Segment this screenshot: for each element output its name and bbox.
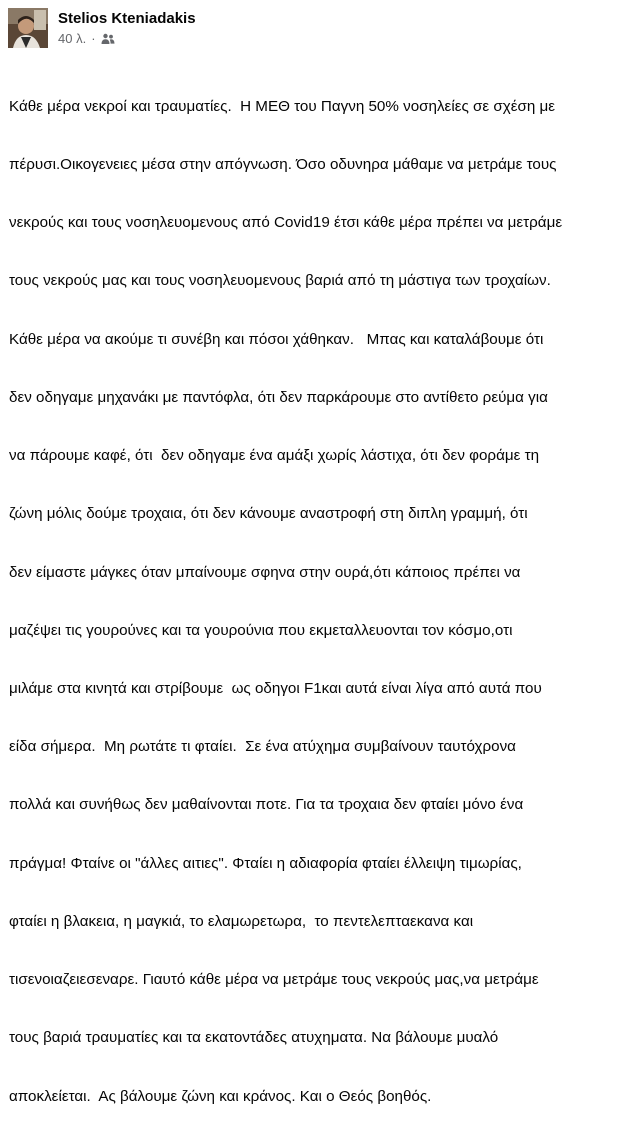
post-line: μαζέψει τις γουρούνες και τα γουρούνια που εκμεταλλευονται τον κόσμο,οτι	[9, 621, 513, 639]
meta-separator: ·	[91, 30, 96, 46]
post-line: φταίει η βλακεια, η μαγκιά, το ελαμωρετωρα, το πεντελεπταεκανα και	[9, 912, 474, 930]
post-line: μιλάμε στα κινητά και στρίβουμε ως οδηγοι F1και αυτά είναι λίγα από αυτά που	[9, 680, 542, 697]
post-line: Κάθε μέρα νεκροί και τραυματίες. Η ΜΕΘ του Παγνη 50% νοσηλείες σε σχέση με	[9, 97, 556, 115]
post-line: τους νεκρούς μας και τους νοσηλευομενους βαριά από τη μάστιγα των τροχαίων.	[9, 272, 551, 290]
post-line: δεν οδηγαμε μηχανάκι με παντόφλα, ότι δεν παρκάρουμε στο αντίθετο ρεύμα για	[9, 388, 548, 406]
friends-icon[interactable]	[101, 33, 115, 45]
post-line: να πάρουμε καφέ, ότι δεν οδηγαμε ένα αμάξι χωρίς λάστιχα, ότι δεν φοράμε τη	[9, 447, 540, 465]
post-header-text	[58, 9, 196, 48]
post-line: Κάθε μέρα να ακούμε τι συνέβη και πόσοι χάθηκαν. Μπας και καταλάβουμε ότι	[9, 330, 544, 348]
post-meta	[58, 30, 196, 48]
avatar-image	[8, 8, 48, 48]
post-line: νεκρούς και τους νοσηλευομενους από Covid19 έτσι κάθε μέρα πρέπει να μετράμε	[9, 214, 563, 232]
post-line: πράγμα! Φταίνε οι "άλλες αιτιες". Φταίει η αδιαφορία φταίει έλλειψη τιμωρίας,	[9, 854, 522, 872]
post-line: τισενοιαζειεσεναρε. Γιαυτό κάθε μέρα να μετράμε τους νεκρούς μας,να μετράμε	[9, 971, 539, 989]
post-line: δεν είμαστε μάγκες όταν μπαίνουμε σφηνα στην ουρά,ότι κάποιος πρέπει να	[9, 563, 521, 581]
post-line: είδα σήμερα. Μη ρωτάτε τι φταίει. Σε ένα ατύχημα συμβαίνουν ταυτόχρονα	[9, 738, 516, 756]
post-line: πέρυσι.Οικογενειες μέσα στην απόγνωση. Όσο οδυνηρα μάθαμε να μετράμε τους	[9, 156, 557, 174]
post-line: πολλά και συνήθως δεν μαθαίνονται ποτε. Για τα τροχαια δεν φταίει μόνο ένα	[9, 796, 524, 814]
post-line: τους βαριά τραυματίες και τα εκατοντάδες ατυχηματα. Να βάλουμε μυαλό	[9, 1029, 499, 1047]
post-header	[8, 6, 196, 50]
post-line: αποκλείεται. Ας βάλουμε ζώνη και κράνος. Και ο Θεός βοηθός.	[9, 1087, 432, 1105]
author-name[interactable]: Stelios Kteniadakis	[58, 9, 196, 27]
post-line: ζώνη μόλις δούμε τροχαια, ότι δεν κάνουμε αναστροφή στη διπλη γραμμή, ότι	[9, 505, 528, 523]
post-timestamp[interactable]: 40 λ.	[58, 30, 87, 46]
avatar[interactable]	[8, 8, 48, 48]
post-body	[9, 58, 634, 1145]
